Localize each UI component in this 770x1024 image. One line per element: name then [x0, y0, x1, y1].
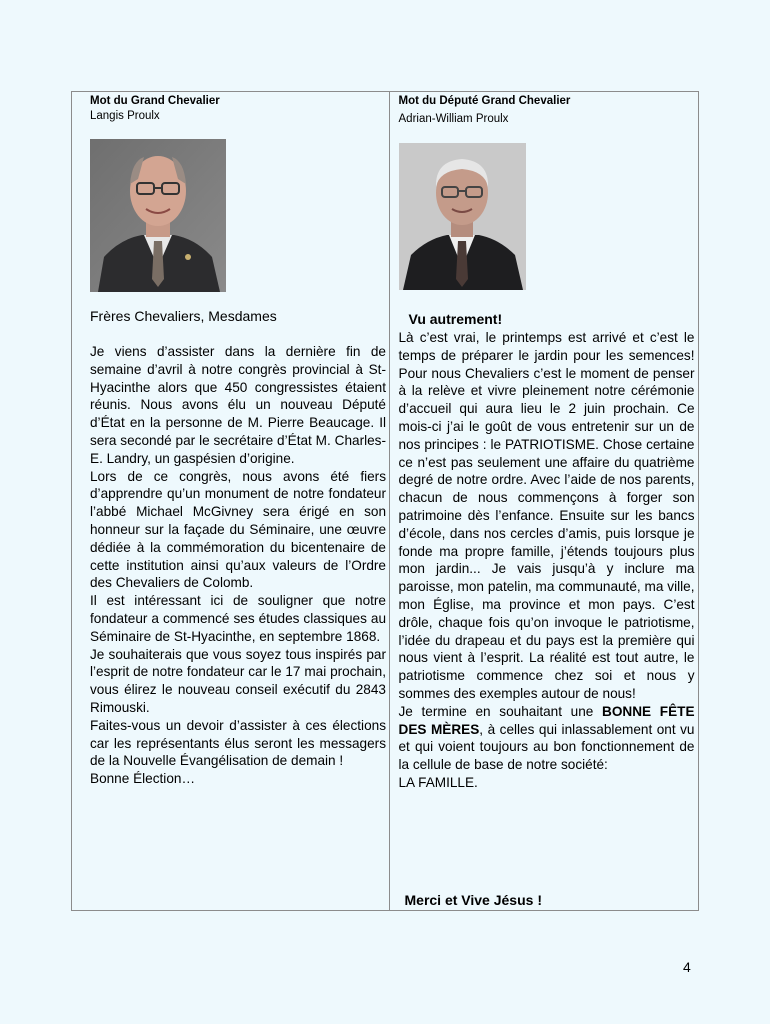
right-column [390, 92, 699, 910]
greeting: Frères Chevaliers, Mesdames [90, 308, 277, 324]
paragraph: Lors de ce congrès, nous avons été fiers d’apprendre qu’un monument de notre fondateur l’abbé Michael McGivney sera érigé en son honneur sur la façade du Séminaire, une œuvre dédiée à la commémoration du bicentenaire de cette institution ainsi qu’aux valeurs de l’Ordre des Chevaliers de Colomb. [90, 468, 386, 591]
right-article-body [399, 329, 695, 792]
paragraph: Il est intéressant ici de souligner que notre fondateur a commencé ses études classiques au Séminaire de St-Hyacinthe, en septembre 1868. [90, 593, 386, 644]
left-column [72, 92, 390, 910]
closing-line: Merci et Vive Jésus ! [404, 892, 542, 908]
paragraph: Je viens d’assister dans la dernière fin de semaine d’avril à notre congrès provincial à St-Hyacinthe alors que 450 congressistes étaient réunis. Nous avons élu un nouveau Député d’État en la personne de M. Pierre Beaucage. Il sera secondé par le secrétaire d’État M. Charles-E. Landry, un gaspésien d’origine. [90, 344, 386, 466]
right-subhead: Vu autrement! [408, 311, 503, 327]
paragraph: Je souhaiterais que vous soyez tous inspirés par l’esprit de notre fondateur car le 17 mai prochain, vous élirez le nouveau conseil exécutif du 2843 Rimouski. [90, 646, 386, 715]
page-number: 4 [683, 959, 691, 975]
left-column-title: Mot du Grand Chevalier [90, 95, 220, 107]
left-article-body [90, 343, 386, 788]
paragraph: LA FAMILLE. [398, 774, 478, 790]
article-table [71, 91, 699, 911]
portrait-grand-chevalier [90, 139, 226, 292]
paragraph: Là c’est vrai, le printemps est arrivé et c’est le temps de préparer le jardin pour les semences! Pour nous Chevaliers c’est le moment de penser à la relève et vivre pleinement notre cérémonie d’accueil qui aura lieu le 2 juin prochain. Ce mois-ci j’ai le goût de vous entretenir sur un de nos principes : le PATRIOTISME. Chose certaine ce n’est pas seulement une affaire du quatrième degré de notre ordre. Avec l’aide de nos parents, chacun de nous commençons à forger son patrimoine dès l’enfance. Ensuite sur les bancs d’école, dans nos cercles d’amis, puis lorsque je fonde ma propre famille, j’étends toujours plus mon jardin... Je vais jusqu’à y inclure ma paroisse, mon patelin, ma communauté, ma ville, mon Église, ma province et mon pays. C’est drôle, chaque fois qu’on invoque le patriotisme, l’idée du drapeau et du pays est la première qui nous vient à l’esprit. La réalité est tout autre, le patriotisme commence chez soi et nous y sommes des exemples autour de nous! [398, 330, 695, 701]
right-column-title: Mot du Député Grand Chevalier [398, 95, 571, 107]
left-column-author: Langis Proulx [90, 110, 160, 122]
paragraph-text: Je termine en souhaitant une [398, 703, 603, 719]
paragraph-text: , à celles qui inlassablement ont vu et qui voient toujours au bon fonctionnement de la cellule de base de notre société: [398, 721, 695, 773]
paragraph [399, 703, 695, 774]
paragraph: Bonne Élection… [90, 771, 196, 787]
paragraph: Faites-vous un devoir d’assister à ces élections car les représentants élus seront les messagers de la Nouvelle Évangélisation de demain ! [90, 717, 386, 769]
portrait-depute-grand-chevalier [399, 143, 526, 290]
emphasis-text: BONNE FÊTE DES MÈRES [398, 703, 695, 737]
right-column-author: Adrian-William Proulx [398, 113, 509, 125]
